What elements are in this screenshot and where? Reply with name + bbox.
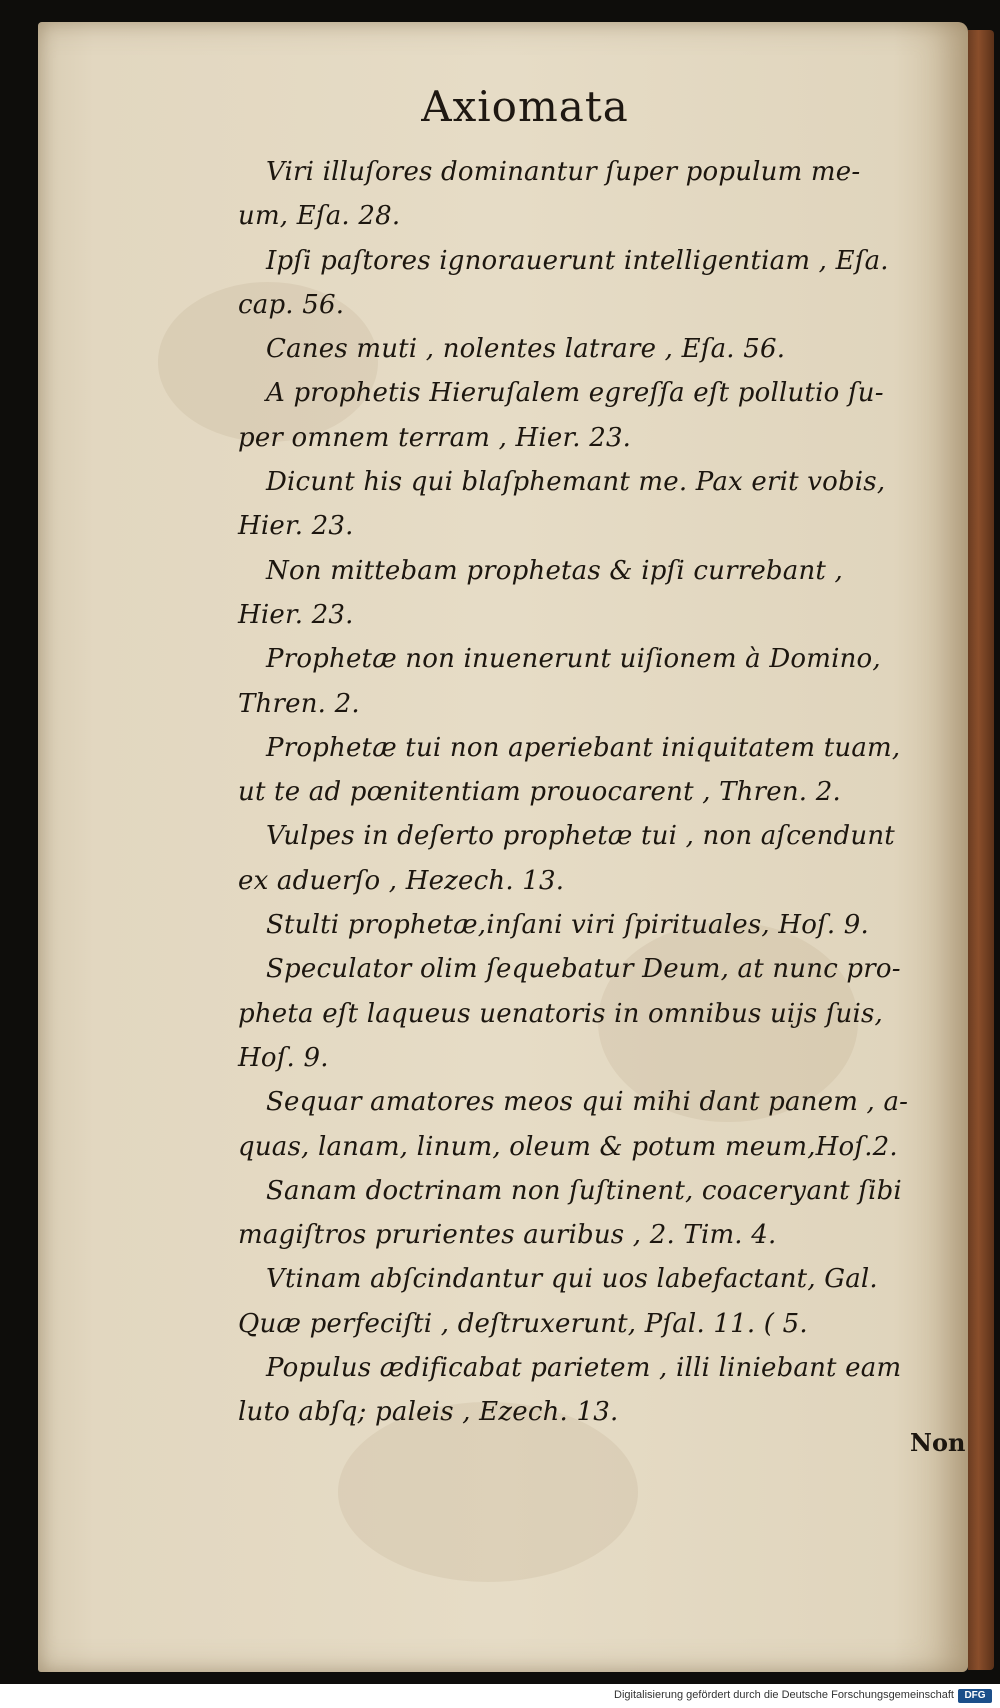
text-line: Hoſ. 9. [238,1042,329,1073]
text-line: Prophetæ tui non aperiebant iniquitatem tuam, [266,732,901,763]
text-line: Ipſi paſtores ignorauerunt intelligentiam , Eſa. [266,245,889,276]
text-line: luto abſq; paleis , Ezech. 13. [238,1397,619,1428]
text-line: Thren. 2. [238,688,360,719]
text-line: Quæ perfeciſti , deſtruxerunt, Pſal. 11. ( 5. [238,1308,808,1339]
text-line: Sequar amatores meos qui mihi dant panem , a- [266,1087,909,1118]
page-body-text [238,150,976,1435]
catchword: Non [910,1428,966,1457]
text-line: cap. 56. [238,289,345,320]
text-line: Vtinam abſcindantur qui uos labefactant, Gal. [266,1264,878,1295]
text-line: Prophetæ non inuenerunt uiſionem à Domino, [266,644,881,675]
text-line: ex aduerſo , Hezech. 13. [238,865,565,896]
text-line: Hier. 23. [238,511,354,542]
text-line: Dicunt his qui blaſphemant me. Pax erit vobis, [266,467,886,498]
text-line: ut te ad pœnitentiam prouocarent , Thren. 2. [238,777,841,808]
footer-bar [0,1684,1000,1708]
text-line: Viri illuſores dominantur ſuper populum me- [266,157,861,187]
text-line: Stulti prophetæ,inſani viri ſpirituales, Hoſ. 9. [266,910,870,941]
page-title: Axiomata [421,82,629,131]
text-line: per omnem terram , Hier. 23. [238,422,632,453]
text-line: Canes muti , nolentes latrare , Eſa. 56. [266,334,786,365]
text-line: A prophetis Hieruſalem egreſſa eſt pollutio ſu- [266,378,884,409]
text-line: Sanam doctrinam non ſuſtinent, coacerуant ſibi [266,1175,902,1206]
text-line: um, Eſa. 28. [238,201,401,232]
text-line: Non mittebam prophetas & ipſi currebant , [266,555,843,586]
text-line: pheta eſt laqueus uenatoris in omnibus uijs ſuis, [238,998,883,1029]
dfg-logo-icon: DFG [958,1689,992,1703]
text-line: magiſtros prurientes auribus , 2. Tim. 4. [238,1220,777,1251]
text-line: Speculator olim ſequebatur Deum, at nunc pro- [266,954,901,985]
footer-credit: Digitalisierung gefördert durch die Deutsche Forschungsgemeinschaft [614,1689,954,1701]
text-line: Hier. 23. [238,599,354,630]
text-line: Populus ædificabat parietem , illi liniebant eam [266,1353,902,1384]
text-line: Vulpes in deſerto prophetæ tui , non aſcendunt [266,821,895,852]
text-line: quas, lanam, linum, oleum & potum meum,Hoſ.2. [238,1131,898,1162]
